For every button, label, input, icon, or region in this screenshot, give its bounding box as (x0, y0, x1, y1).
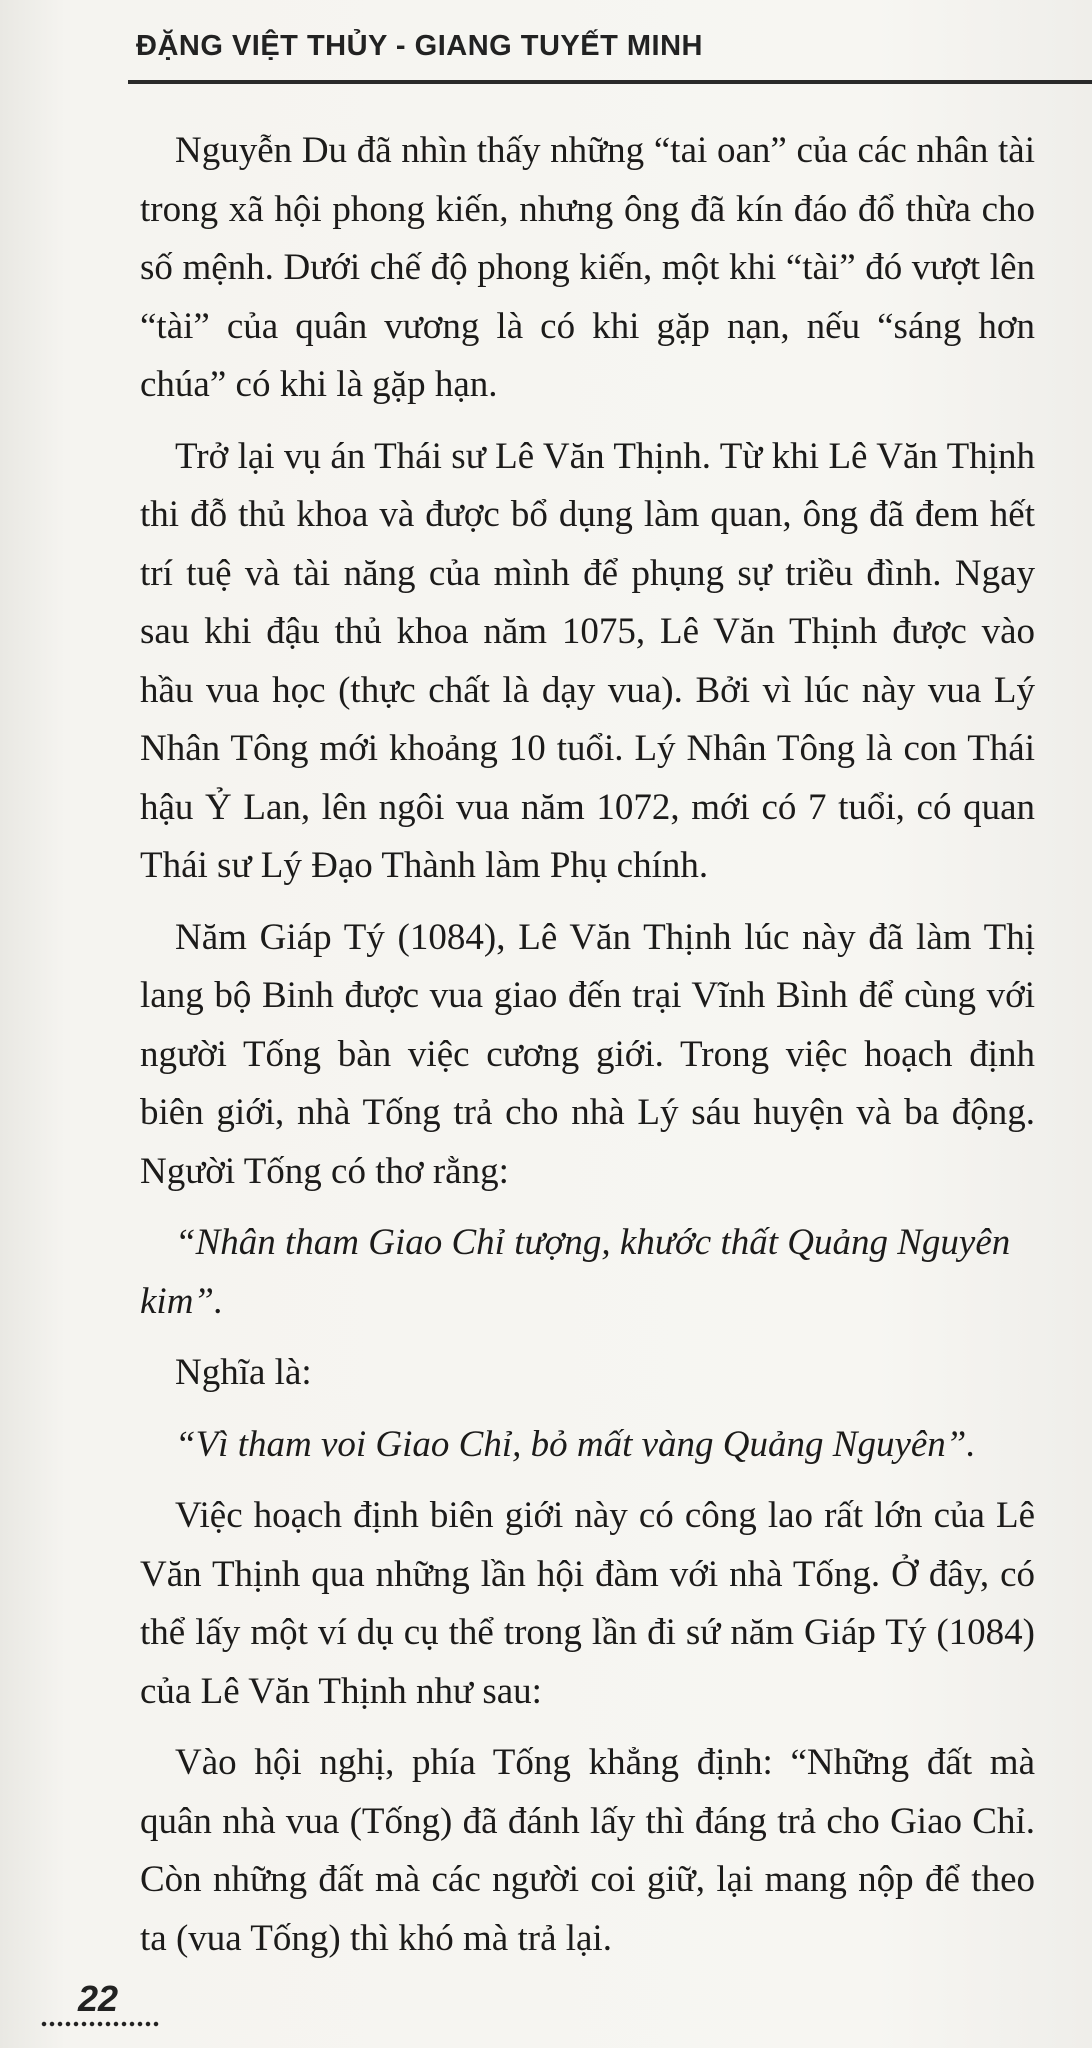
paragraph: Vào hội nghị, phía Tống khẳng định: “Những đất mà quân nhà vua (Tống) đã đánh lấy thì đáng trả cho Giao Chỉ. Còn những đất mà các người coi giữ, lại mang nộp để theo ta (vua Tống) thì khó mà trả lại. (140, 1742, 1035, 1959)
verse-quote: “Nhân tham Giao Chỉ tượng, khước thất Quảng Nguyên kim”. (140, 1222, 1011, 1322)
paragraph: Việc hoạch định biên giới này có công lao rất lớn của Lê Văn Thịnh qua những lần hội đàm với nhà Tống. Ở đây, có thể lấy một ví dụ cụ thể trong lần đi sứ năm Giáp Tý (1084) của Lê Văn Thịnh như sau: (140, 1495, 1035, 1712)
header-rule (128, 80, 1092, 84)
running-header: ĐẶNG VIỆT THỦY - GIANG TUYẾT MINH (136, 30, 703, 62)
page-number: 22 (78, 1978, 119, 2019)
verse-translation: “Vì tham voi Giao Chỉ, bỏ mất vàng Quảng Nguyên”. (175, 1423, 976, 1465)
paragraph: Nghĩa là: (175, 1352, 312, 1393)
footer-dots (40, 2020, 160, 2028)
paragraph: Nguyễn Du đã nhìn thấy những “tai oan” của các nhân tài trong xã hội phong kiến, nhưng ông đã kín đáo đổ thừa cho số mệnh. Dưới chế độ phong kiến, một khi “tài” đó vượt lên “tài” của quân vương là có khi gặp nạn, nếu “sáng hơn chúa” có khi là gặp hạn. (140, 130, 1035, 405)
paragraph: Năm Giáp Tý (1084), Lê Văn Thịnh lúc này đã làm Thị lang bộ Binh được vua giao đến trại Vĩnh Bình để cùng với người Tống bàn việc cương giới. Trong việc hoạch định biên giới, nhà Tống trả cho nhà Lý sáu huyện và ba động. Người Tống có thơ rằng: (140, 916, 1035, 1192)
body-text (140, 122, 1035, 1981)
paragraph: Trở lại vụ án Thái sư Lê Văn Thịnh. Từ khi Lê Văn Thịnh thi đỗ thủ khoa và được bổ dụng làm quan, ông đã đem hết trí tuệ và tài năng của mình để phụng sự triều đình. Ngay sau khi đậu thủ khoa năm 1075, Lê Văn Thịnh được vào hầu vua học (thực chất là dạy vua). Bởi vì lúc này vua Lý Nhân Tông mới khoảng 10 tuổi. Lý Nhân Tông là con Thái hậu Ỷ Lan, lên ngôi vua năm 1072, mới có 7 tuổi, có quan Thái sư Lý Đạo Thành làm Phụ chính. (140, 435, 1035, 886)
